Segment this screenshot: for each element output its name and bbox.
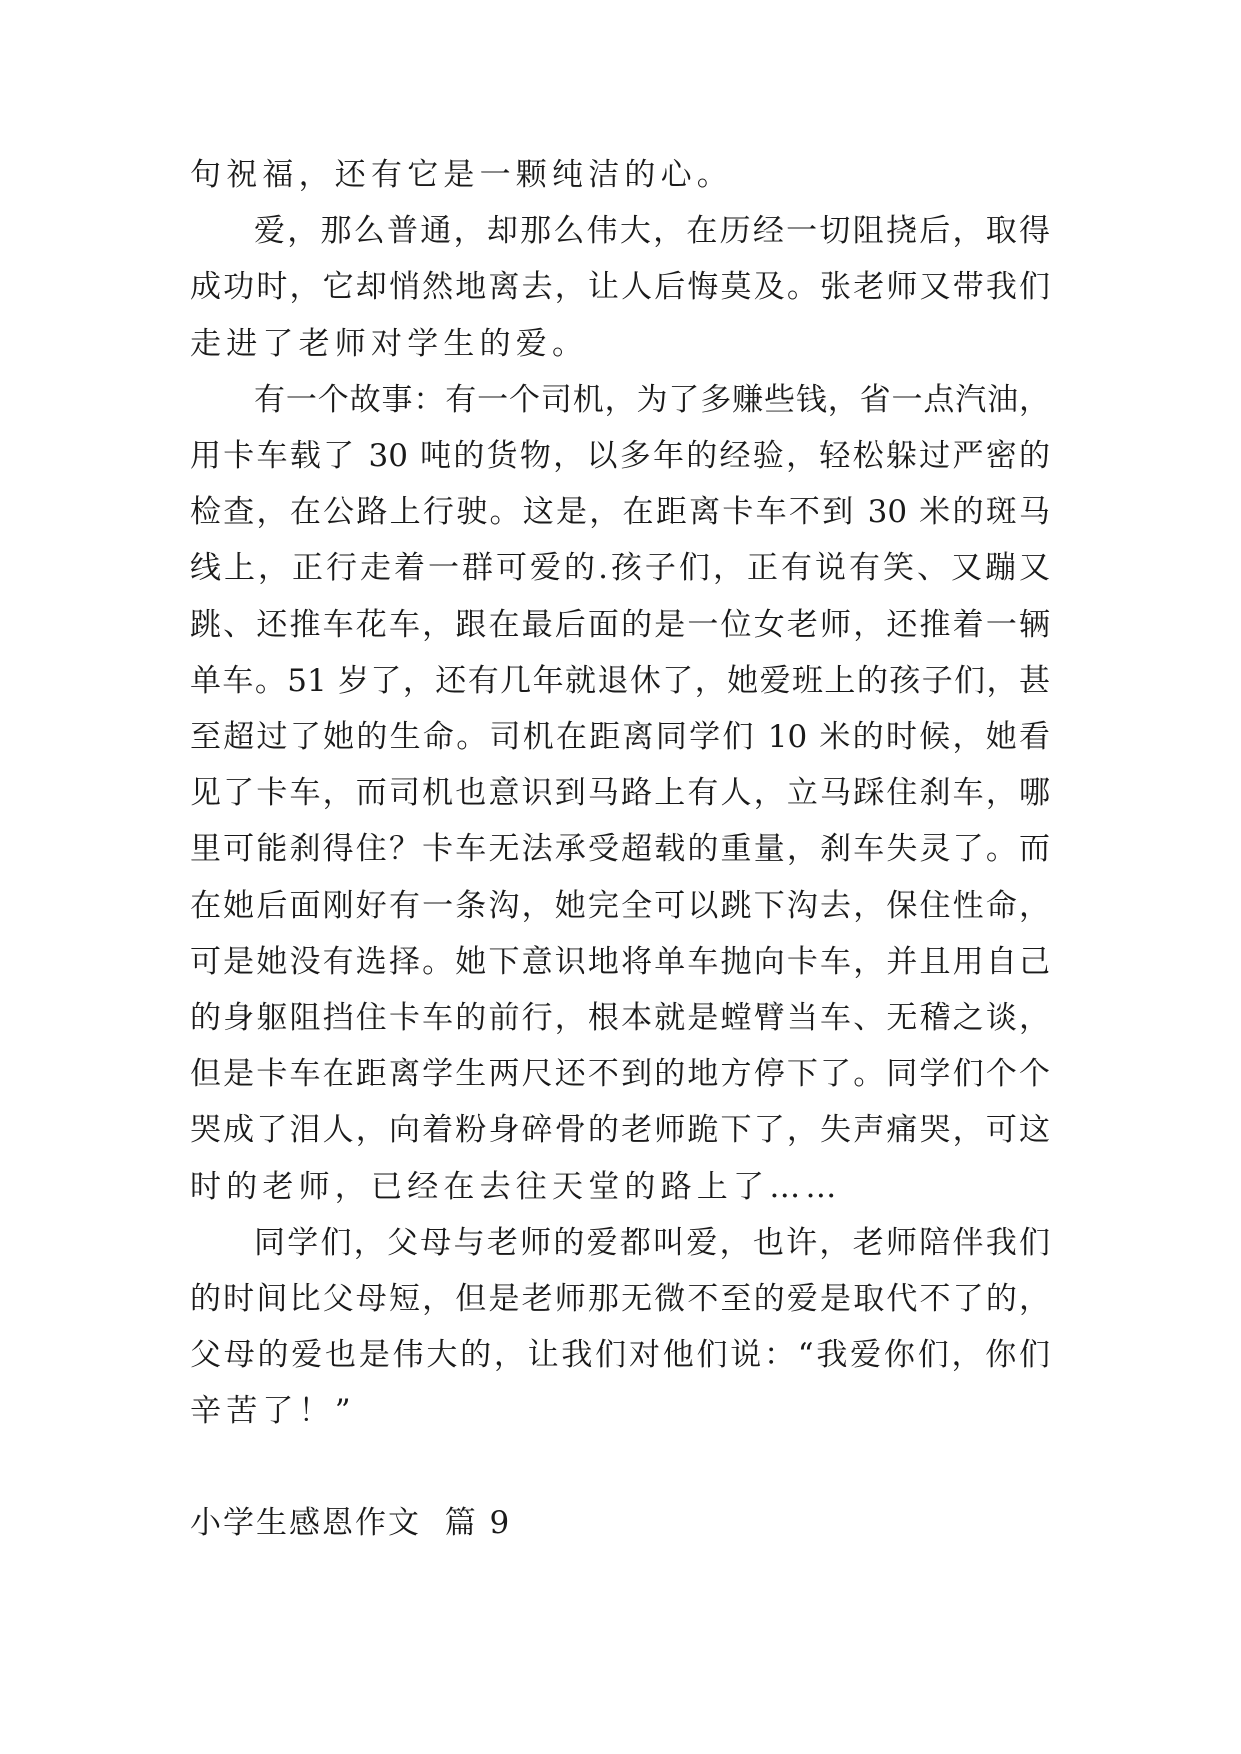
- essay-body: [190, 152, 1050, 1482]
- text-line: 可是她没有选择。她下意识地将单车抛向卡车，并且用自己: [190, 943, 1050, 980]
- text-line: 但是卡车在距离学生两尺还不到的地方停下了。同学们个个: [190, 1056, 1050, 1093]
- text-line: 跳、还推车花车，跟在最后面的是一位女老师，还推着一辆: [190, 606, 1050, 643]
- text-line: 的身躯阻挡住卡车的前行，根本就是螳臂当车、无稽之谈，: [190, 1000, 1050, 1036]
- text-line: 在她后面刚好有一条沟，她完全可以跳下沟去，保住性命，: [190, 887, 1050, 924]
- text-line: 同学们，父母与老师的爱都叫爱，也许，老师陪伴我们: [254, 1224, 1050, 1261]
- text-line: 检查，在公路上行驶。这是，在距离卡车不到 30 米的斑马: [190, 494, 1050, 531]
- text-line: 哭成了泪人，向着粉身碎骨的老师跪下了，失声痛哭，可这: [190, 1112, 1050, 1149]
- text-line: 至超过了她的生命。司机在距离同学们 10 米的时候，她看: [190, 719, 1050, 755]
- text-line: 成功时，它却悄然地离去，让人后悔莫及。张老师又带我们: [190, 269, 1050, 306]
- text-line: 里可能刹得住？卡车无法承受超载的重量，刹车失灵了。而: [190, 831, 1050, 868]
- text-line: 单车。51 岁了，还有几年就退休了，她爱班上的孩子们，甚: [190, 662, 1050, 699]
- text-line: 辛苦了！”: [190, 1393, 356, 1430]
- text-line: 句祝福，还有它是一颗纯洁的心。: [190, 157, 733, 193]
- text-line: 父母的爱也是伟大的，让我们对他们说：“我爱你们，你们: [190, 1337, 1050, 1374]
- text-line: 走进了老师对学生的爱。: [190, 325, 589, 362]
- section-heading: 小学生感恩作文 篇 9: [190, 1505, 512, 1541]
- text-line: 有一个故事：有一个司机，为了多赚些钱，省一点汽油，: [254, 381, 1050, 418]
- text-line: 见了卡车，而司机也意识到马路上有人，立马踩住刹车，哪: [190, 775, 1050, 812]
- text-line: 时的老师，已经在去往天堂的路上了……: [190, 1168, 842, 1205]
- text-line: 爱，那么普通，却那么伟大，在历经一切阻挠后，取得: [254, 213, 1050, 250]
- text-line: 的时间比父母短，但是老师那无微不至的爱是取代不了的，: [190, 1281, 1050, 1317]
- text-line: 线上，正行走着一群可爱的.孩子们，正有说有笑、又蹦又: [190, 550, 1050, 587]
- text-line: 用卡车载了 30 吨的货物，以多年的经验，轻松躲过严密的: [190, 438, 1050, 474]
